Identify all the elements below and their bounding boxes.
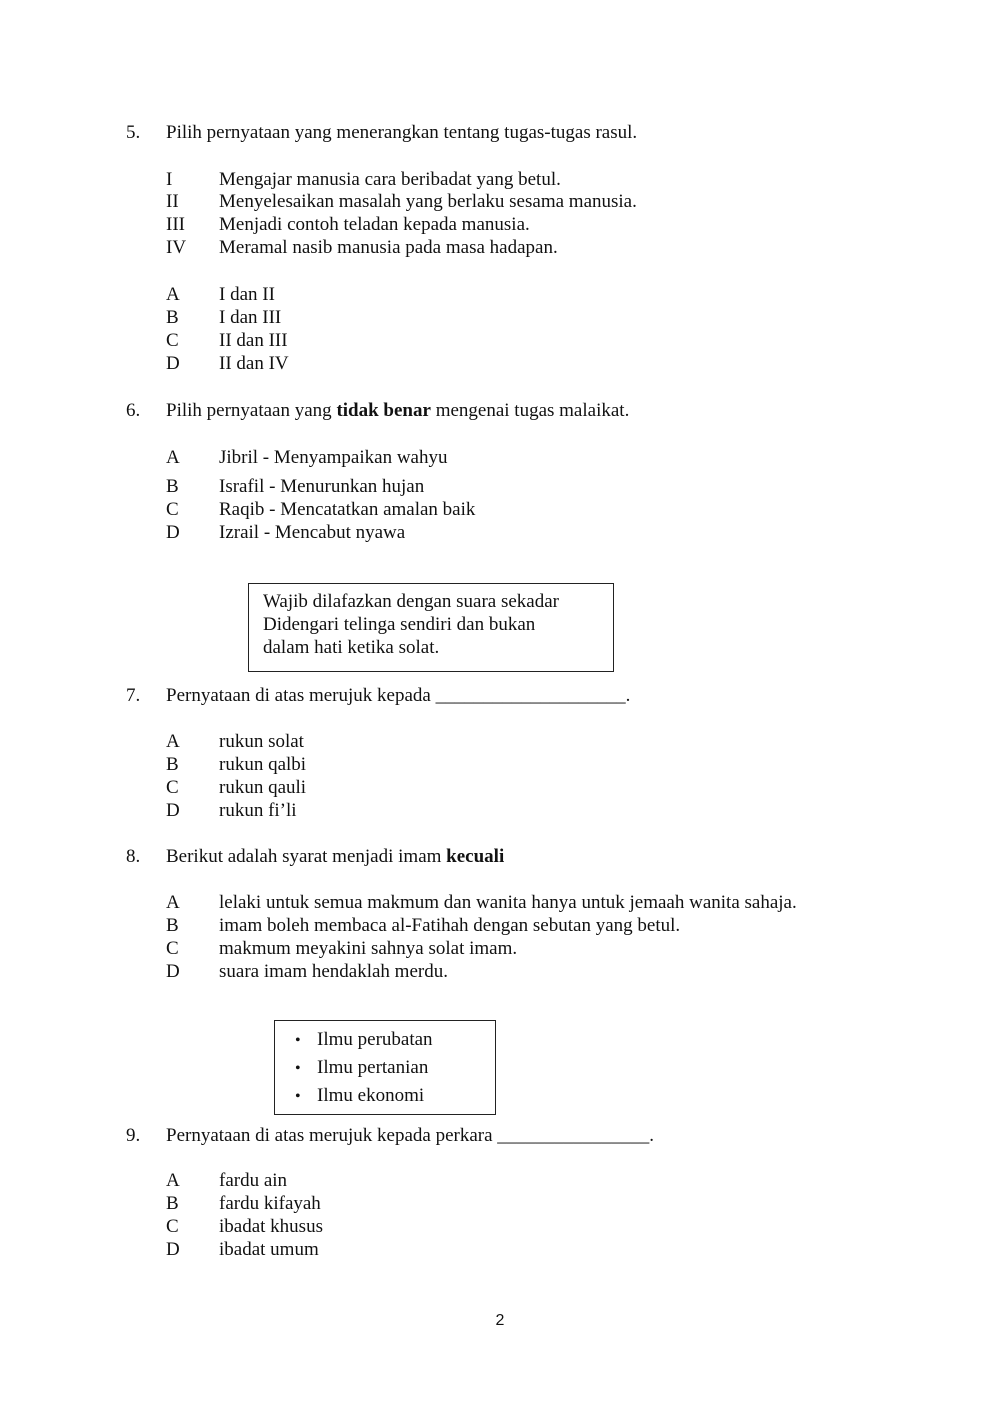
option-label-c: C xyxy=(166,330,179,351)
option-label-b: B xyxy=(166,754,179,775)
option-label-c: C xyxy=(166,1216,179,1237)
option-text-a: rukun solat xyxy=(219,731,304,752)
bullet-icon: • xyxy=(295,1060,301,1077)
option-label-d: D xyxy=(166,1239,180,1260)
option-label-d: D xyxy=(166,800,180,821)
emphasis-text: kecuali xyxy=(446,846,505,867)
option-text-b: rukun qalbi xyxy=(219,754,307,775)
option-label-d: D xyxy=(166,961,180,982)
question-8-text: Berikut adalah syarat menjadi imam kecuali xyxy=(166,846,505,867)
statement-label: I xyxy=(166,169,173,190)
option-label-c: C xyxy=(166,938,179,959)
option-text-c: makmum meyakini sahnya solat imam. xyxy=(219,938,518,959)
option-label-b: B xyxy=(166,915,179,936)
option-text-c: Raqib - Mencatatkan amalan baik xyxy=(219,499,476,520)
question-7-text: Pernyataan di atas merujuk kepada ____________________. xyxy=(166,685,631,706)
stimulus-box xyxy=(248,583,614,672)
option-label-b: B xyxy=(166,307,179,328)
statement-text: Mengajar manusia cara beribadat yang betul. xyxy=(219,169,561,190)
option-text-a: lelaki untuk semua makmum dan wanita hanya untuk jemaah wanita sahaja. xyxy=(219,892,797,913)
option-text-d: II dan IV xyxy=(219,353,289,374)
statement-text: Menyelesaikan masalah yang berlaku sesama manusia. xyxy=(219,191,637,212)
stimulus-bullet-item: • Ilmu perubatan xyxy=(295,1029,433,1050)
option-label-c: C xyxy=(166,777,179,798)
statement-label: II xyxy=(166,191,179,212)
option-text-a: fardu ain xyxy=(219,1170,288,1191)
stimulus-line: Didengari telinga sendiri dan bukan xyxy=(263,614,536,635)
option-text-d: Izrail - Mencabut nyawa xyxy=(219,522,406,543)
question-6-number: 6. xyxy=(126,400,141,421)
option-text-b: Israfil - Menurunkan hujan xyxy=(219,476,425,497)
option-label-c: C xyxy=(166,499,179,520)
stimulus-bullet-item: • Ilmu pertanian xyxy=(295,1057,429,1078)
option-text-c: rukun qauli xyxy=(219,777,307,798)
option-label-a: A xyxy=(166,447,180,468)
option-text-c: II dan III xyxy=(219,330,288,351)
option-label-a: A xyxy=(166,284,180,305)
stimulus-box xyxy=(274,1020,496,1115)
statement-label: III xyxy=(166,214,185,235)
bullet-icon: • xyxy=(295,1032,301,1049)
option-label-b: B xyxy=(166,476,179,497)
option-text-b: I dan III xyxy=(219,307,282,328)
option-text-d: rukun fi’li xyxy=(219,800,297,821)
emphasis-text: tidak benar xyxy=(336,400,431,421)
option-text-d: suara imam hendaklah merdu. xyxy=(219,961,448,982)
option-label-a: A xyxy=(166,892,180,913)
option-label-d: D xyxy=(166,522,180,543)
option-text-c: ibadat khusus xyxy=(219,1216,323,1237)
statement-text: Menjadi contoh teladan kepada manusia. xyxy=(219,214,530,235)
question-5-text: Pilih pernyataan yang menerangkan tentang tugas-tugas rasul. xyxy=(166,122,638,143)
stimulus-bullet-item: • Ilmu ekonomi xyxy=(295,1085,425,1106)
option-text-d: ibadat umum xyxy=(219,1239,319,1260)
page-number: 2 xyxy=(495,1312,505,1329)
statement-text: Meramal nasib manusia pada masa hadapan. xyxy=(219,237,558,258)
option-text-b: fardu kifayah xyxy=(219,1193,321,1214)
question-9-number: 9. xyxy=(126,1125,141,1146)
question-5-number: 5. xyxy=(126,122,141,143)
bullet-icon: • xyxy=(295,1088,301,1105)
option-label-a: A xyxy=(166,1170,180,1191)
option-label-d: D xyxy=(166,353,180,374)
statement-label: IV xyxy=(166,237,187,258)
question-6-text: Pilih pernyataan yang tidak benar mengenai tugas malaikat. xyxy=(166,400,630,421)
question-7-number: 7. xyxy=(126,685,141,706)
option-text-b: imam boleh membaca al-Fatihah dengan sebutan yang betul. xyxy=(219,915,681,936)
option-label-a: A xyxy=(166,731,180,752)
stimulus-line: dalam hati ketika solat. xyxy=(263,637,440,658)
option-text-a: I dan II xyxy=(219,284,275,305)
option-text-a: Jibril - Menyampaikan wahyu xyxy=(219,447,448,468)
option-label-b: B xyxy=(166,1193,179,1214)
question-9-text: Pernyataan di atas merujuk kepada perkara ________________. xyxy=(166,1125,655,1146)
question-8-number: 8. xyxy=(126,846,141,867)
stimulus-line: Wajib dilafazkan dengan suara sekadar xyxy=(263,591,559,612)
